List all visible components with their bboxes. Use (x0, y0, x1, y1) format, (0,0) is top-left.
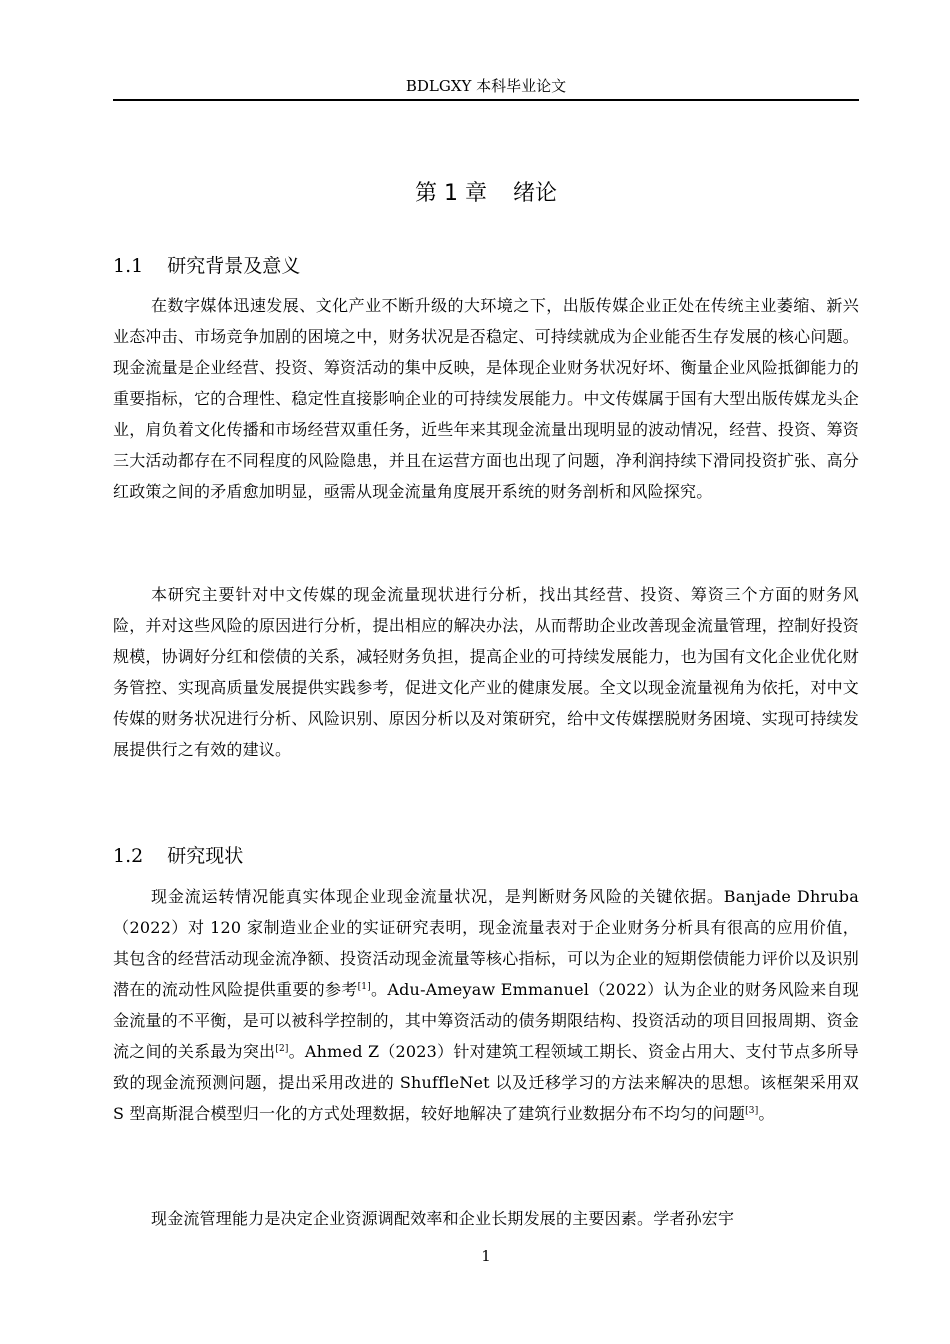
chapter-number: 第 1 章 (415, 181, 487, 206)
header-rule (113, 99, 859, 101)
chapter-title: 绪论 (512, 181, 557, 206)
section-heading-1-2 (113, 842, 859, 870)
section-number: 1.2 (113, 845, 144, 867)
citation-2: [2] (275, 1044, 289, 1054)
section-title: 研究现状 (167, 845, 244, 867)
citation-3: [3] (745, 1106, 759, 1116)
paragraph-background: 在数字媒体迅速发展、文化产业不断升级的大环境之下，出版传媒企业正处在传统主业萎缩、新兴业态冲击、市场竞争加剧的困境之中，财务状况是否稳定、可持续就成为企业能否生存发展的核心问题。现金流量是企业经营、投资、筹资活动的集中反映，是体现企业财务状况好坏、衡量企业风险抵御能力的重要指标，它的合理性、稳定性直接影响企业的可持续发展能力。中文传媒属于国有大型出版传媒龙头企业，肩负着文化传播和市场经营双重任务，近些年来其现金流量出现明显的波动情况，经营、投资、筹资三大活动都存在不同程度的风险隐患，并且在运营方面也出现了问题，净利润持续下滑同投资扩张、高分红政策之间的矛盾愈加明显，亟需从现金流量角度展开系统的财务剖析和风险探究。 (113, 296, 859, 501)
running-header: BDLGXY 本科毕业论文 (405, 77, 567, 95)
paragraph-purpose: 本研究主要针对中文传媒的现金流量现状进行分析，找出其经营、投资、筹资三个方面的财务风险，并对这些风险的原因进行分析，提出相应的解决办法，从而帮助企业改善现金流量管理，控制好投资规模，协调好分红和偿债的关系，减轻财务负担，提高企业的可持续发展能力，也为国有文化企业优化财务管控、实现高质量发展提供实践参考，促进文化产业的健康发展。全文以现金流量视角为依托，对中文传媒的财务状况进行分析、风险识别、原因分析以及对策研究，给中文传媒摆脱财务困境、实现可持续发展提供行之有效的建议。 (113, 585, 859, 759)
paragraph-cashflow-management: 现金流管理能力是决定企业资源调配效率和企业长期发展的主要因素。学者孙宏宇 (151, 1209, 735, 1228)
section-number: 1.1 (113, 255, 144, 277)
chapter-heading (113, 178, 859, 210)
section-title: 研究背景及意义 (167, 255, 301, 277)
paragraph-research-status: 现金流运转情况能真实体现企业现金流量状况，是判断财务风险的关键依据。Banjade Dhruba（2022）对 120 家制造业企业的实证研究表明，现金流量表对于企业财务分析具有很高的应用价值，其包含的经营活动现金流净额、投资活动现金流量等核心指标，可以为企业的短期偿债能力评价以及识别潜在的流动性风险提供重要的参考[1]。Adu-Ameyaw Emmanuel（2022）认为企业的财务风险来自现金流量的不平衡，是可以被科学控制的，其中筹资活动的债务期限结构、投资活动的项目回报周期、资金流之间的关系最为突出[2]。Ahmed Z（2023）针对建筑工程领域工期长、资金占用大、支付节点多所导致的现金流预测问题，提出采用改进的 ShuffleNet 以及迁移学习的方法来解决的思想。该框架采用双 S 型高斯混合模型归一化的方式处理数据，较好地解决了建筑行业数据分布不均匀的问题[3]。 (113, 887, 859, 1123)
citation-1: [1] (357, 982, 371, 992)
section-heading-1-1 (113, 252, 859, 280)
page-number: 1 (481, 1247, 491, 1265)
